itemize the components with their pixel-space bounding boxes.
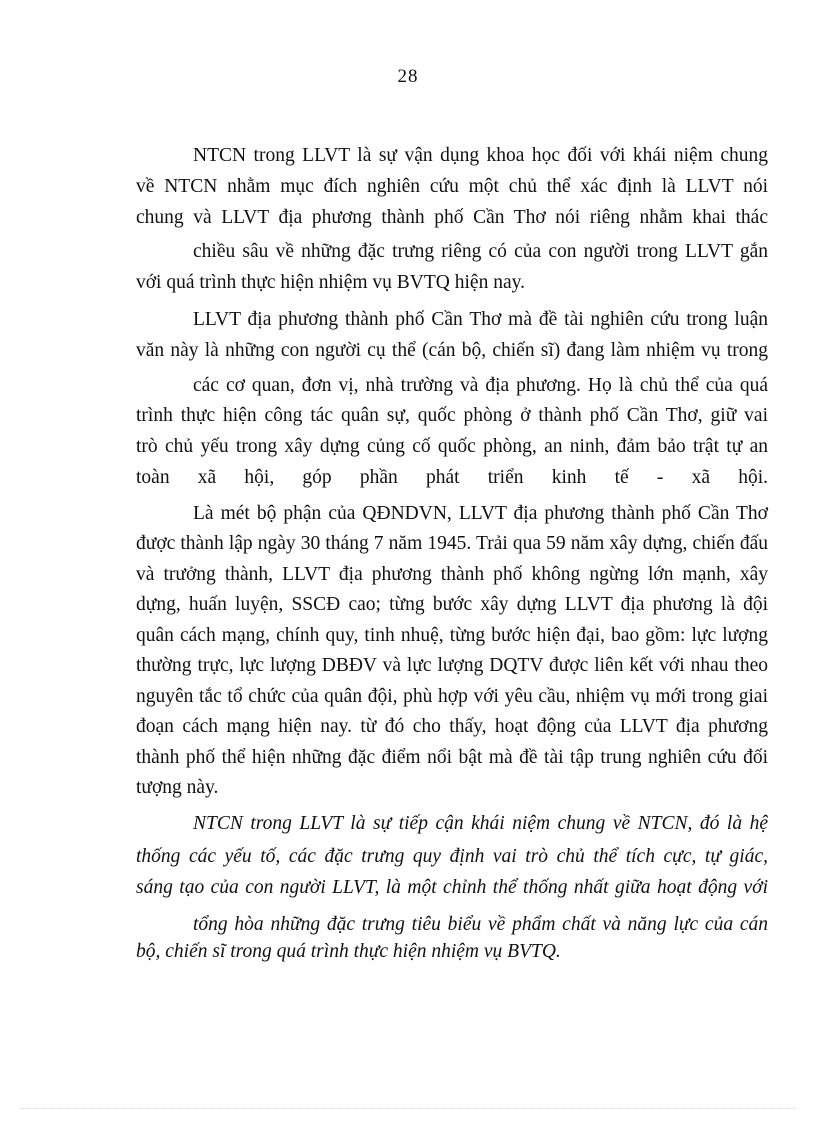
body-line: chung và LLVT địa phương thành phố Cần Thơ nói riêng nhằm khai thác: [136, 207, 768, 228]
page-bottom-rule: [20, 1108, 796, 1109]
body-line: được thành lập ngày 30 tháng 7 năm 1945. Trải qua 59 năm xây dựng, chiến đấu: [136, 533, 768, 554]
body-line: chiều sâu về những đặc trưng riêng có của con người trong LLVT gắn: [193, 241, 768, 262]
body-line: toàn xã hội, góp phần phát triển kinh tế - xã hội.: [136, 467, 768, 488]
body-line: nguyên tắc tổ chức của quân đội, phù hợp với yêu cầu, nhiệm vụ mới trong giai: [136, 686, 768, 707]
body-line: với quá trình thực hiện nhiệm vụ BVTQ hiện nay.: [136, 272, 525, 293]
body-line: quân cách mạng, chính quy, tinh nhuệ, từng bước hiện đại, bao gồm: lực lượng: [136, 625, 768, 646]
page-number: 28: [397, 66, 419, 87]
body-line: trình thực hiện công tác quân sự, quốc phòng ở thành phố Cần Thơ, giữ vai: [136, 405, 768, 426]
body-line: thường trực, lực lượng DBĐV và lực lượng DQTV được liên kết với nhau theo: [136, 655, 768, 676]
body-line: đoạn cách mạng hiện nay. từ đó cho thấy, hoạt động của LLVT địa phương: [136, 716, 768, 737]
body-line: bộ, chiến sĩ trong quá trình thực hiện nhiệm vụ BVTQ.: [136, 941, 561, 962]
body-line: trò chủ yếu trong xây dựng củng cố quốc phòng, an ninh, đảm bảo trật tự an: [136, 436, 768, 457]
body-line: và trưởng thành, LLVT địa phương thành phố không ngừng lớn mạnh, xây: [136, 564, 768, 585]
body-line: sáng tạo của con người LLVT, là một chỉnh thể thống nhất giữa hoạt động với: [136, 877, 768, 898]
body-line: tổng hòa những đặc trưng tiêu biểu về phẩm chất và năng lực của cán: [193, 914, 768, 935]
body-line: dựng, huấn luyện, SSCĐ cao; từng bước xây dựng LLVT địa phương là đội: [136, 594, 768, 615]
body-line: Là mét bộ phận của QĐNDVN, LLVT địa phương thành phố Cần Thơ: [193, 503, 768, 524]
body-line: LLVT địa phương thành phố Cần Thơ mà đề tài nghiên cứu trong luận: [193, 309, 768, 330]
body-line: NTCN trong LLVT là sự tiếp cận khái niệm chung về NTCN, đó là hệ: [193, 813, 768, 834]
body-line: NTCN trong LLVT là sự vận dụng khoa học đối với khái niệm chung: [193, 145, 768, 166]
body-line: về NTCN nhằm mục đích nghiên cứu một chủ thể xác định là LLVT nói: [136, 176, 768, 197]
body-line: tượng này.: [136, 777, 219, 798]
body-line: thành phố thể hiện những đặc điểm nổi bật mà đề tài tập trung nghiên cứu đối: [136, 747, 768, 768]
body-line: thống các yếu tố, các đặc trưng quy định vai trò chủ thể tích cực, tự giác,: [136, 846, 768, 867]
body-line: các cơ quan, đơn vị, nhà trường và địa phương. Họ là chủ thể của quá: [193, 375, 768, 396]
body-line: văn này là những con người cụ thể (cán bộ, chiến sĩ) đang làm nhiệm vụ trong: [136, 340, 768, 361]
